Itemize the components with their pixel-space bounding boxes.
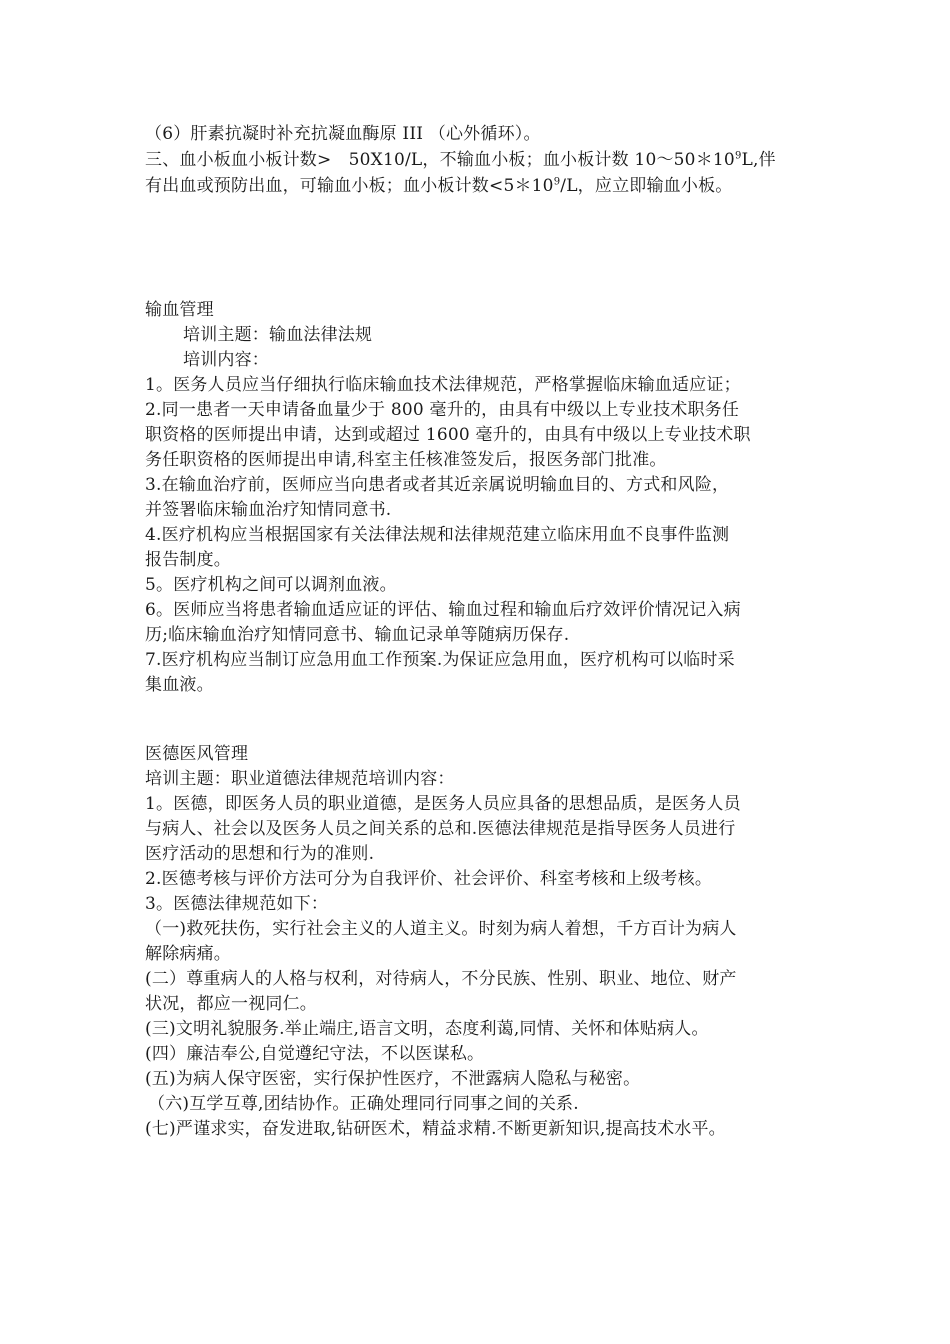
- text-line-heparin: （6）肝素抗凝时补充抗凝血酶原 III （心外循环）。: [145, 124, 541, 144]
- text-line: (四）廉洁奉公,自觉遵纪守法，不以医谋私。: [145, 1044, 485, 1064]
- section-heading-ethics: 医德医风管理: [145, 744, 249, 764]
- text-line: 6。医师应当将患者输血适应证的评估、输血过程和输血后疗效评价情况记入病: [145, 600, 741, 620]
- text-line: 务任职资格的医师提出申请,科室主任核准签发后，报医务部门批准。: [145, 450, 667, 470]
- text-line: 职资格的医师提出申请，达到或超过 1600 毫升的，由具有中级以上专业技术职: [145, 425, 751, 445]
- text-line: 并签署临床输血治疗知情同意书.: [145, 500, 392, 520]
- platelet-text-c: 有出血或预防出血，可输血小板；血小板计数<5＊10: [145, 176, 554, 196]
- training-topic: 培训主题：输血法律法规: [183, 325, 373, 345]
- text-line: (二）尊重病人的人格与权利，对待病人，不分民族、性别、职业、地位、财产: [145, 969, 737, 989]
- text-line: 历;临床输血治疗知情同意书、输血记录单等随病历保存.: [145, 625, 570, 645]
- text-line: 3.在输血治疗前，医师应当向患者或者其近亲属说明输血目的、方式和风险，: [145, 475, 730, 495]
- text-line: 7.医疗机构应当制订应急用血工作预案.为保证应急用血，医疗机构可以临时采: [145, 650, 735, 670]
- text-line: 1。医德，即医务人员的职业道德，是医务人员应具备的思想品质，是医务人员: [145, 794, 741, 814]
- text-line: 集血液。: [145, 675, 214, 695]
- section-heading-transfusion: 输血管理: [145, 300, 214, 320]
- text-line: 解除病痛。: [145, 944, 231, 964]
- text-line: 4.医疗机构应当根据国家有关法律法规和法律规范建立临床用血不良事件监测: [145, 525, 730, 545]
- text-line-platelet-2: [145, 174, 732, 198]
- text-line: (七)严谨求实，奋发进取,钻研医术，精益求精.不断更新知识,提高技术水平。: [145, 1119, 726, 1139]
- platelet-text-d: /L，应立即输血小板。: [560, 176, 733, 196]
- text-line: 2.医德考核与评价方法可分为自我评价、社会评价、科室考核和上级考核。: [145, 869, 713, 889]
- text-line: 3。医德法律规范如下：: [145, 894, 329, 914]
- text-line: 2.同一患者一天申请备血量少于 800 毫升的，由具有中级以上专业技术职务任: [145, 400, 740, 420]
- text-line: 报告制度。: [145, 550, 231, 570]
- exponent: 9: [553, 176, 561, 188]
- text-line: （六)互学互尊,团结协作。正确处理同行同事之间的关系.: [148, 1094, 579, 1114]
- text-line-platelet-1: [145, 148, 776, 172]
- exponent: 9: [734, 150, 742, 162]
- training-content-label: 培训内容：: [183, 350, 269, 370]
- text-line: (三)文明礼貌服务.举止端庄,语言文明，态度利蔼,同情、关怀和体贴病人。: [145, 1019, 709, 1039]
- text-line: (五)为病人保守医密，实行保护性医疗，不泄露病人隐私与秘密。: [145, 1069, 641, 1089]
- text-line: 与病人、社会以及医务人员之间关系的总和.医德法律规范是指导医务人员进行: [145, 819, 736, 839]
- text-line: 5。医疗机构之间可以调剂血液。: [145, 575, 397, 595]
- text-line: 医疗活动的思想和行为的准则.: [145, 844, 375, 864]
- text-line: 1。医务人员应当仔细执行临床输血技术法律规范，严格掌握临床输血适应证；: [145, 375, 741, 395]
- platelet-text-a: 三、血小板血小板计数> 50X10/L，不输血小板；血小板计数 10～50＊10: [145, 150, 735, 170]
- platelet-text-b: L,伴: [741, 150, 776, 170]
- text-line: （一)救死扶伤，实行社会主义的人道主义。时刻为病人着想，千方百计为病人: [145, 919, 737, 939]
- training-topic: 培训主题：职业道德法律规范培训内容：: [145, 769, 455, 789]
- text-line: 状况，都应一视同仁。: [145, 994, 317, 1014]
